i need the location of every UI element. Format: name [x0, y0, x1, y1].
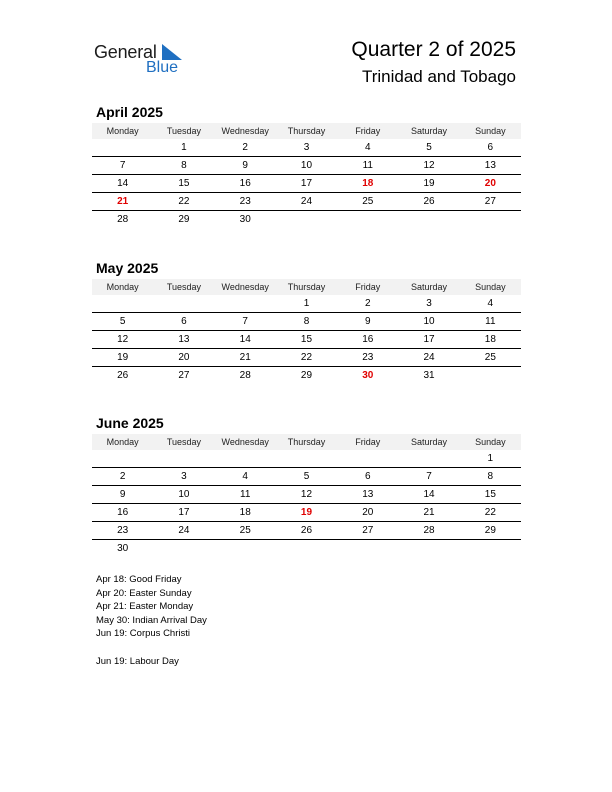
day-cell: 27 [362, 525, 374, 536]
week-row [92, 139, 521, 157]
weekday-label: Saturday [411, 282, 448, 292]
day-cell: 7 [119, 160, 126, 171]
week-row [92, 331, 521, 349]
day-cell [460, 211, 521, 228]
day-cell: 10 [178, 489, 190, 500]
day-cell: 12 [117, 334, 129, 345]
day-cell: 22 [484, 507, 496, 518]
day-cell [92, 139, 153, 156]
day-cell: 20 [362, 507, 374, 518]
day-cell: 13 [178, 334, 190, 345]
day-cell: 10 [423, 316, 435, 327]
day-cell: 12 [423, 160, 435, 171]
day-cell [276, 450, 337, 467]
day-cell: 24 [423, 352, 435, 363]
day-cell: 26 [117, 370, 129, 381]
day-cell: 6 [364, 471, 371, 482]
day-cell: 28 [117, 214, 129, 225]
holiday-day-cell: 20 [484, 178, 496, 189]
day-cell: 23 [239, 196, 251, 207]
weekday-label: Thursday [287, 437, 326, 447]
day-cell: 11 [362, 160, 373, 171]
day-cell: 25 [484, 352, 496, 363]
week-row [92, 504, 521, 522]
day-cell [337, 211, 398, 228]
holiday-day-cell: 19 [300, 507, 313, 518]
day-cell [398, 450, 459, 467]
logo-text-blue: Blue [146, 59, 179, 76]
day-cell: 1 [303, 298, 310, 309]
weekday-label: Saturday [411, 126, 448, 136]
day-cell: 9 [364, 316, 371, 327]
day-cell [398, 540, 459, 557]
day-cell: 9 [242, 160, 248, 171]
day-cell: 20 [178, 352, 190, 363]
day-cell [215, 295, 276, 312]
month-name: April 2025 [96, 104, 163, 120]
day-cell [398, 211, 459, 228]
day-cell: 5 [119, 316, 126, 327]
weekday-label: Sunday [475, 437, 506, 447]
weekday-label: Friday [355, 437, 381, 447]
week-row [92, 522, 521, 540]
day-cell [460, 367, 521, 384]
week-row [92, 468, 521, 486]
day-cell: 17 [300, 178, 313, 189]
holiday-notes [96, 573, 207, 668]
weekday-label: Thursday [287, 282, 326, 292]
day-cell: 7 [242, 316, 248, 327]
day-cell: 25 [362, 196, 374, 207]
day-cell: 7 [426, 471, 432, 482]
week-row [92, 367, 521, 384]
day-cell: 14 [423, 489, 435, 500]
day-cell: 10 [300, 160, 313, 171]
holiday-note: Apr 18: Good Friday [96, 574, 182, 585]
day-cell: 8 [303, 316, 310, 327]
day-cell: 4 [242, 471, 248, 482]
week-row [92, 450, 521, 468]
day-cell: 16 [239, 178, 251, 189]
day-cell: 30 [117, 543, 129, 554]
month-calendar-may [92, 258, 521, 384]
day-cell: 17 [178, 507, 190, 518]
weekday-label: Monday [106, 126, 139, 136]
week-row [92, 193, 521, 211]
day-cell: 23 [362, 352, 374, 363]
month-name: May 2025 [96, 260, 159, 276]
day-cell: 4 [487, 298, 494, 309]
weekday-label: Thursday [287, 126, 326, 136]
day-cell: 19 [423, 178, 435, 189]
day-cell: 1 [487, 453, 494, 464]
day-cell: 1 [181, 142, 187, 153]
day-cell: 5 [426, 142, 432, 153]
day-cell: 24 [300, 196, 313, 207]
day-cell: 21 [239, 352, 251, 363]
day-cell: 28 [239, 370, 251, 381]
weekday-label: Sunday [475, 282, 506, 292]
day-cell: 16 [117, 507, 129, 518]
day-cell [276, 540, 337, 557]
day-cell: 11 [240, 489, 251, 500]
day-cell: 14 [239, 334, 251, 345]
day-cell [337, 540, 398, 557]
day-cell: 27 [178, 370, 190, 381]
holiday-day-cell: 21 [117, 196, 129, 207]
day-cell: 2 [364, 298, 371, 309]
day-cell: 23 [117, 525, 129, 536]
day-cell [153, 450, 214, 467]
day-cell: 22 [300, 352, 313, 363]
weekday-header-row [92, 434, 521, 450]
day-cell: 3 [181, 471, 187, 482]
weekday-label: Wednesday [221, 126, 269, 136]
day-cell [215, 450, 276, 467]
day-cell: 5 [303, 471, 310, 482]
day-cell: 30 [239, 214, 251, 225]
weekday-label: Wednesday [221, 437, 269, 447]
week-row [92, 486, 521, 504]
weekday-label: Monday [106, 437, 139, 447]
week-row [92, 175, 521, 193]
holiday-day-cell: 18 [362, 178, 374, 189]
day-cell: 18 [484, 334, 496, 345]
holiday-note: Apr 21: Easter Monday [96, 601, 194, 613]
day-cell: 2 [242, 142, 248, 153]
weekday-label: Friday [355, 282, 381, 292]
day-cell: 15 [178, 178, 190, 189]
day-cell: 28 [423, 525, 435, 536]
day-cell: 14 [117, 178, 129, 189]
holiday-note: Jun 19: Labour Day [96, 655, 179, 667]
day-cell: 8 [181, 160, 187, 171]
page-title: Quarter 2 of 2025 [351, 38, 516, 61]
day-cell [92, 295, 153, 312]
weekday-label: Monday [106, 282, 139, 292]
week-row [92, 211, 521, 228]
day-cell: 21 [423, 507, 435, 518]
day-cell: 9 [119, 489, 126, 500]
extra-notes-list [96, 655, 207, 669]
day-cell: 3 [303, 142, 310, 153]
day-cell: 29 [300, 370, 313, 381]
weekday-label: Sunday [475, 126, 506, 136]
day-cell: 15 [300, 334, 313, 345]
month-calendar-april [92, 102, 521, 228]
day-cell: 26 [423, 196, 435, 207]
holiday-note: Apr 20: Easter Sunday [96, 587, 192, 599]
day-cell: 4 [364, 142, 371, 153]
day-cell [460, 540, 521, 557]
day-cell: 18 [239, 507, 251, 518]
day-cell [215, 540, 276, 557]
day-cell: 15 [484, 489, 496, 500]
day-cell: 17 [423, 334, 435, 345]
day-cell: 11 [485, 316, 496, 327]
day-cell: 24 [178, 525, 190, 536]
week-row [92, 295, 521, 313]
holiday-day-cell: 30 [362, 370, 374, 381]
weekday-label: Tuesday [166, 126, 202, 136]
day-cell: 3 [426, 298, 432, 309]
day-cell [337, 450, 398, 467]
week-row [92, 157, 521, 175]
day-cell: 6 [181, 316, 187, 327]
day-cell: 19 [117, 352, 129, 363]
day-cell: 27 [484, 196, 496, 207]
day-cell: 29 [178, 214, 190, 225]
weekday-header-row [92, 123, 521, 139]
day-cell: 8 [487, 471, 494, 482]
day-cell: 13 [484, 160, 496, 171]
day-cell: 26 [300, 525, 313, 536]
week-row [92, 349, 521, 367]
day-cell: 22 [178, 196, 190, 207]
day-cell [92, 450, 153, 467]
page-subtitle: Trinidad and Tobago [361, 67, 516, 86]
week-row [92, 313, 521, 331]
week-row [92, 540, 521, 557]
month-name: June 2025 [96, 415, 164, 431]
weekday-header-row [92, 279, 521, 295]
day-cell: 31 [423, 370, 435, 381]
month-calendar-june [92, 413, 521, 557]
day-cell: 29 [484, 525, 496, 536]
day-cell: 6 [487, 142, 494, 153]
brand-logo [94, 40, 194, 80]
day-cell: 12 [300, 489, 313, 500]
day-cell: 25 [239, 525, 251, 536]
logo-triangle-icon [162, 44, 182, 60]
weekday-label: Friday [355, 126, 381, 136]
holiday-note: Jun 19: Corpus Christi [96, 628, 190, 640]
day-cell: 16 [362, 334, 374, 345]
day-cell [276, 211, 337, 228]
logo-text-general: General [94, 42, 157, 62]
holiday-notes-list [96, 573, 207, 641]
day-cell: 13 [362, 489, 374, 500]
weekday-label: Tuesday [166, 282, 202, 292]
weekday-label: Saturday [411, 437, 448, 447]
day-cell: 2 [119, 471, 126, 482]
holiday-note: May 30: Indian Arrival Day [96, 614, 207, 626]
weekday-label: Wednesday [221, 282, 269, 292]
day-cell [153, 295, 214, 312]
weekday-label: Tuesday [166, 437, 202, 447]
day-cell [153, 540, 214, 557]
